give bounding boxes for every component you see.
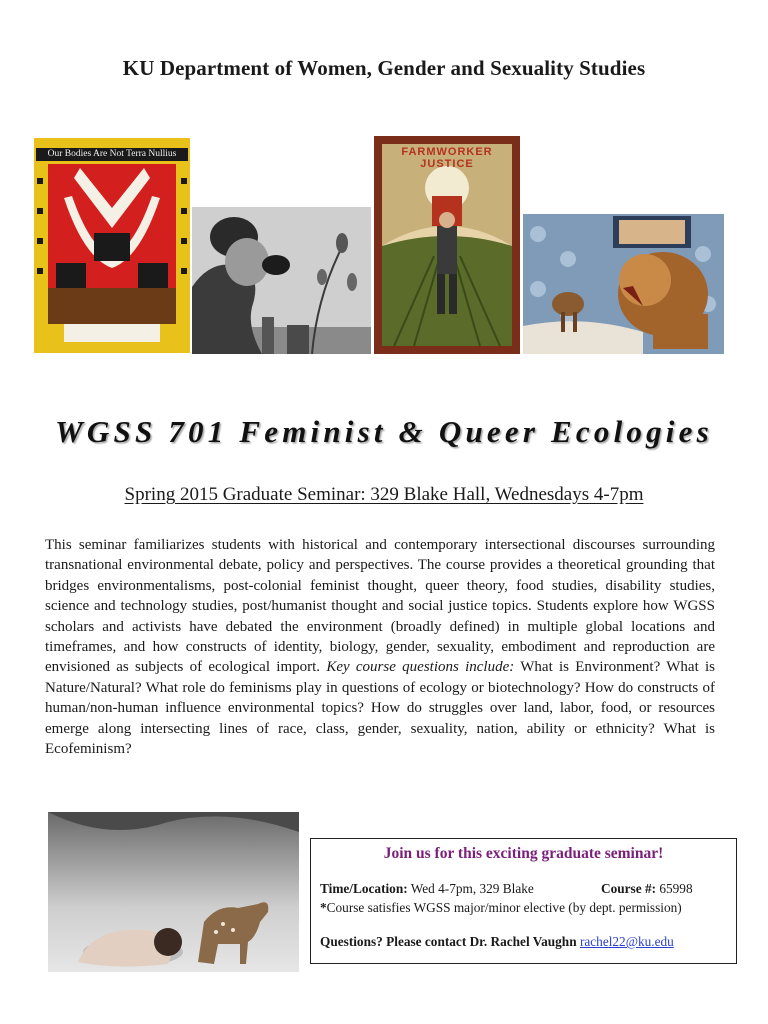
key-questions-label: Key course questions include: [326,659,515,676]
time-location-value: Wed 4-7pm, 329 Blake [407,881,534,896]
info-box [310,838,737,964]
elective-note: Course satisfies WGSS major/minor elective (by dept. permission) [326,900,682,915]
description-part-2: What is Environment? What is Nature/Natural? What role do feminisms play in questions of ecology or biotechnology? How do constructs of human/non-human influence environmental topics? How do struggles over land, labor, food, or resources emerge along intersecting lines of race, class, gender, sexuality, nation, ability or ethnicity? What is Ecofeminism? [45,659,716,758]
contact-label: Questions? Please contact Dr. Rachel Vaughn [320,934,577,949]
course-number-line [601,881,693,897]
description-part-1: This seminar familiarizes students with historical and contemporary intersectional discourses surrounding transnational environmental debate, policy and perspectives. The course provides a theoretical grounding that bridges environmentalisms, post-colonial feminist thought, queer theory, food studies, disability studies, science and technology studies, post/humanist thought and social justice topics. Students explore how WGSS scholars and activists have debated the environment (broadly defined) in multiple global locations and timeframes, and how constructs of identity, biology, gender, sexuality, embodiment and reproduction are envisioned as subjects of ecological import. [45,537,715,676]
time-location-label: Time/Location: [320,881,408,896]
asterisk: * [320,900,327,915]
poster-image [34,138,190,353]
course-number-value: 65998 [656,881,693,896]
invite-heading: Join us for this exciting graduate seminar! [383,845,664,862]
farmworker-justice-text: FARMWORKER JUSTICE [401,146,493,170]
gas-mask-photo [192,207,371,354]
course-number-label: Course #: [601,881,657,896]
farmworker-justice-poster [374,136,520,354]
contact-email-link[interactable]: rachel22@ku.edu [579,934,674,949]
lion-deer-painting [523,214,724,354]
course-subtitle: Spring 2015 Graduate Seminar: 329 Blake Hall, Wednesdays 4-7pm [124,484,644,505]
department-title: KU Department of Women, Gender and Sexuality Studies [122,56,646,80]
woman-fawn-photo [48,812,299,972]
elective-note-line [320,900,682,916]
course-description [45,535,715,759]
course-title: WGSS 701 Feminist & Queer Ecologies [55,414,713,449]
time-location-line [320,881,534,897]
contact-line [320,934,674,950]
poster-caption: Our Bodies Are Not Terra Nullius [36,148,188,161]
